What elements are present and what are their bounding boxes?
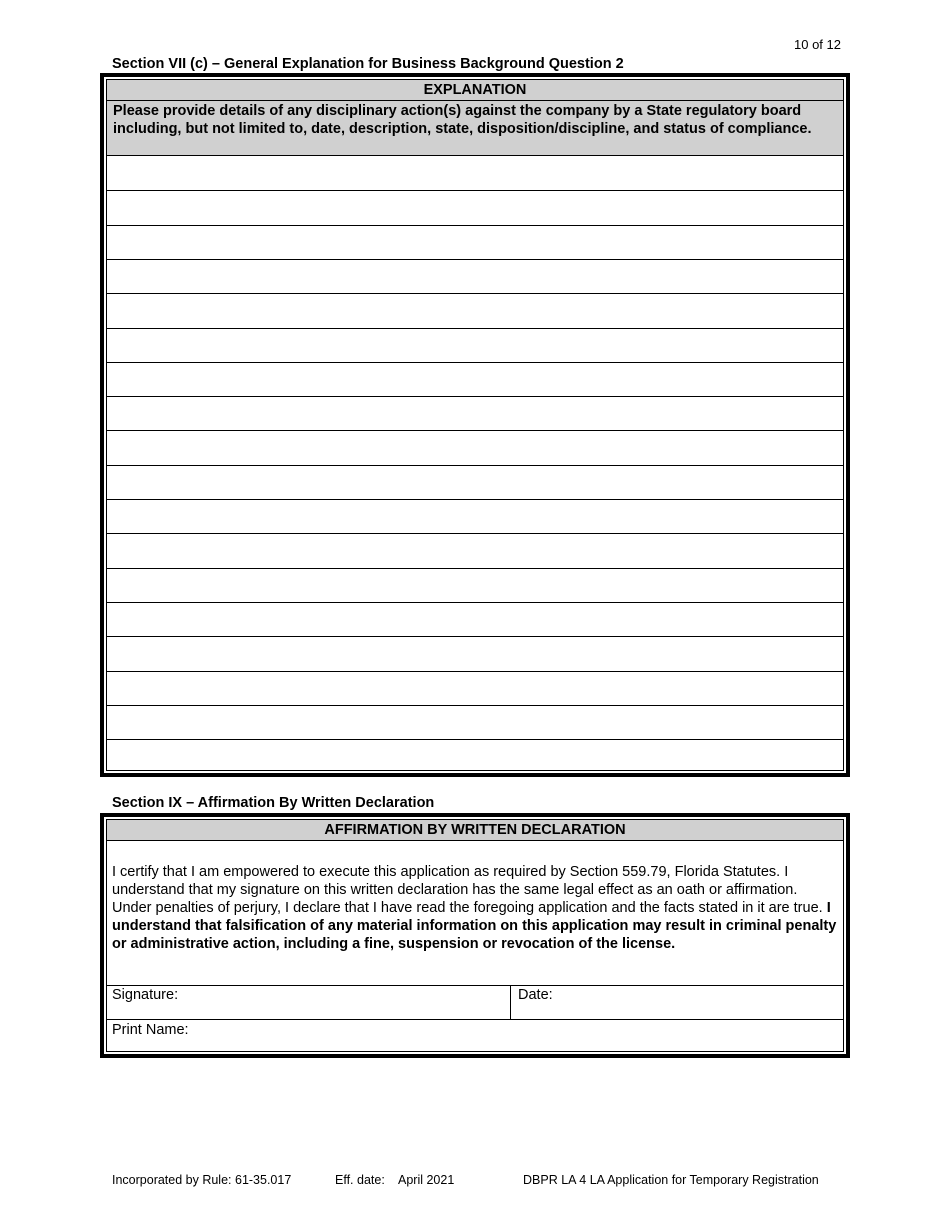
footer-eff-date: April 2021 <box>398 1173 455 1187</box>
affirmation-statement-regular: I certify that I am empowered to execute this application as required by Section 559.79, Florida Statutes. I understand that my signature on this written declaration has the same legal effect as an oath or affirmation. Under penalties of perjury, I declare that I have read the foregoing application and the facts stated in it are true. <box>112 864 827 916</box>
footer-eff-date-label: Eff. date: <box>335 1173 385 1187</box>
explanation-row[interactable] <box>107 362 843 396</box>
explanation-row[interactable] <box>107 156 843 190</box>
signature-label: Signature: <box>112 987 179 1003</box>
print-name-label: Print Name: <box>112 1022 189 1038</box>
date-label: Date: <box>518 987 553 1003</box>
affirmation-table-title: AFFIRMATION BY WRITTEN DECLARATION <box>107 820 843 841</box>
section-vii-heading: Section VII (c) – General Explanation for Business Background Question 2 <box>112 56 624 72</box>
explanation-row[interactable] <box>107 328 843 362</box>
explanation-table-title: EXPLANATION <box>107 80 843 101</box>
explanation-row[interactable] <box>107 499 843 533</box>
explanation-instruction: Please provide details of any disciplinary action(s) against the company by a State regulatory board including, but not limited to, date, description, state, disposition/discipline, and status of compliance. <box>107 101 843 156</box>
explanation-row[interactable] <box>107 396 843 430</box>
explanation-row[interactable] <box>107 190 843 224</box>
explanation-row[interactable] <box>107 705 843 739</box>
explanation-row[interactable] <box>107 671 843 705</box>
affirmation-statement-warning: I understand that falsification of any material information on this application may result in criminal penalty or administrative action, including a fine, suspension or revocation of the license. <box>112 900 837 952</box>
explanation-row[interactable] <box>107 430 843 464</box>
explanation-row[interactable] <box>107 259 843 293</box>
section-ix-heading: Section IX – Affirmation By Written Declaration <box>112 795 435 811</box>
signature-date-divider <box>510 985 511 1019</box>
page-number: 10 of 12 <box>794 37 841 52</box>
explanation-row[interactable] <box>107 533 843 567</box>
footer-rule: Incorporated by Rule: 61-35.017 <box>112 1173 292 1187</box>
signature-row-divider <box>107 985 843 986</box>
explanation-row[interactable] <box>107 602 843 636</box>
explanation-row[interactable] <box>107 636 843 670</box>
explanation-row[interactable] <box>107 465 843 499</box>
explanation-table-border <box>100 73 850 777</box>
affirmation-table-border <box>100 813 850 1058</box>
explanation-row[interactable] <box>107 739 843 773</box>
print-name-row-divider <box>107 1019 843 1020</box>
explanation-table <box>106 79 844 771</box>
explanation-row[interactable] <box>107 293 843 327</box>
footer-form-title: DBPR LA 4 LA Application for Temporary Registration <box>523 1173 819 1187</box>
explanation-row[interactable] <box>107 568 843 602</box>
affirmation-statement <box>112 863 838 953</box>
affirmation-table <box>106 819 844 1052</box>
explanation-row[interactable] <box>107 225 843 259</box>
